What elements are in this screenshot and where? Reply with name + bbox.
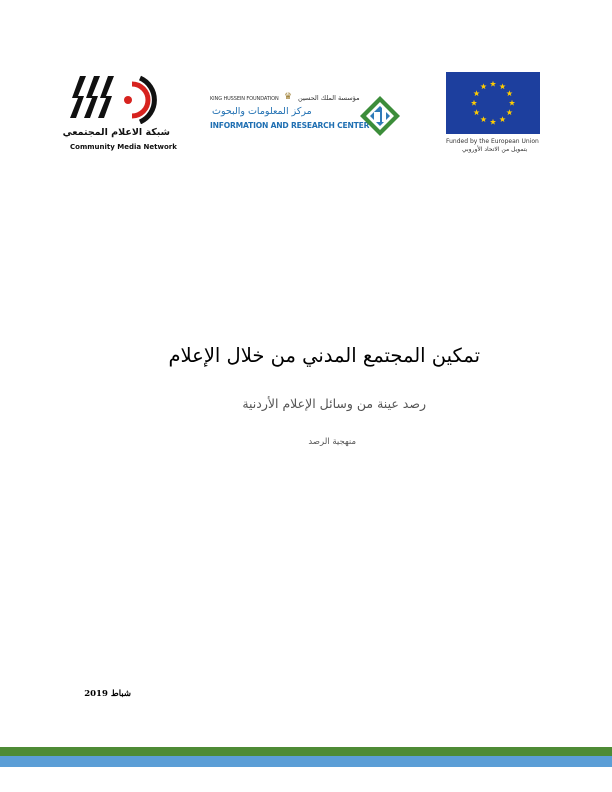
eu-logo: [446, 72, 546, 162]
footer-band-green: [0, 747, 612, 756]
eu-caption-arabic: بتمويل من الاتحاد الأوروبي: [462, 146, 528, 153]
community-media-network-logo: [62, 72, 177, 158]
document-title: تمكين المجتمع المدني من خلال الإعلام: [168, 344, 480, 367]
irc-arabic-name: مركز المعلومات والبحوث: [212, 106, 312, 117]
foundation-arabic-label: مؤسسة الملك الحسين: [298, 94, 360, 102]
irc-english-name: INFORMATION AND RESEARCH CENTER: [210, 121, 370, 130]
document-subtitle: رصد عينة من وسائل الإعلام الأردنية: [242, 396, 426, 411]
irc-emblem-icon: [360, 96, 400, 136]
crown-icon: ♛: [284, 92, 293, 102]
footer-band-blue: [0, 756, 612, 767]
eu-flag-icon: [446, 72, 540, 134]
document-date: شباط 2019: [84, 689, 131, 699]
document-section-label: منهجية الرصد: [308, 437, 356, 447]
information-research-center-logo: [210, 92, 402, 138]
foundation-label: KING HUSSEIN FOUNDATION: [210, 96, 279, 102]
cmn-english-name: Community Media Network: [70, 143, 177, 151]
cmn-mark-icon: [70, 72, 170, 124]
eu-caption-english: Funded by the European Union: [446, 138, 539, 145]
cmn-arabic-name: شبكة الاعلام المجتمعي: [62, 127, 170, 138]
